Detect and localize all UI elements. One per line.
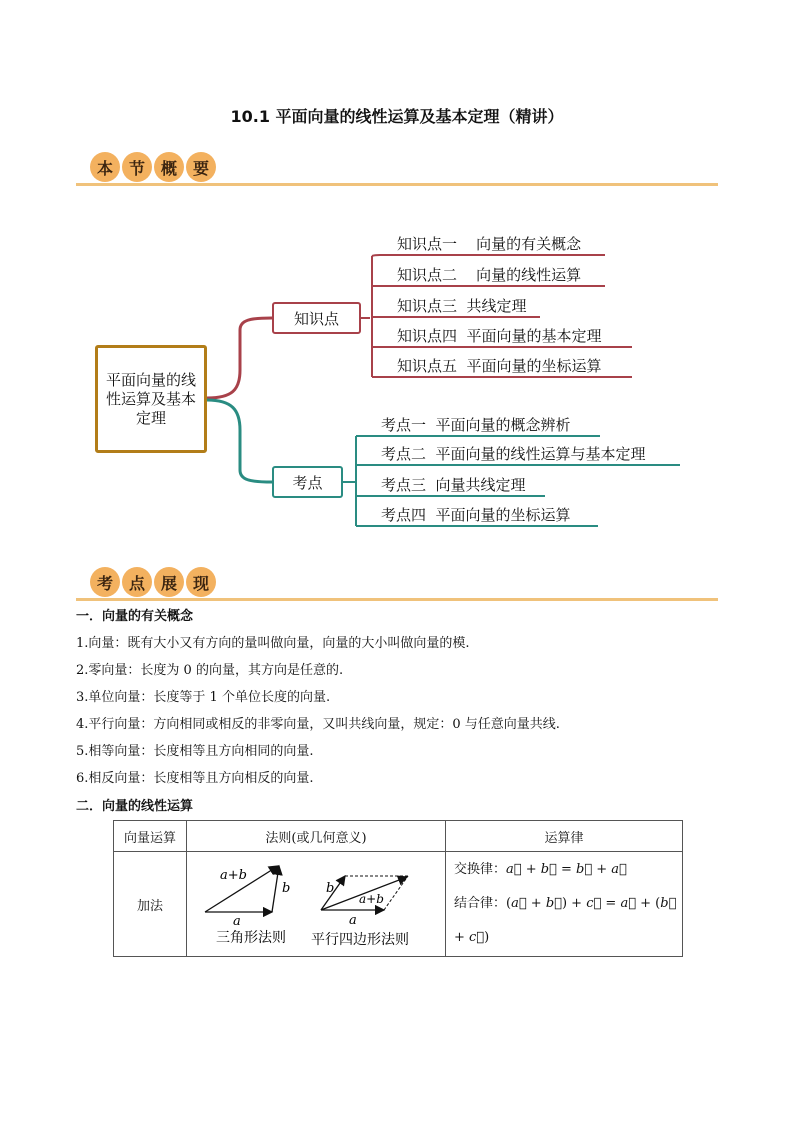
banner-char: 展 xyxy=(154,567,184,597)
body-line: 5.相等向量：长度相等且方向相同的向量. xyxy=(76,744,314,759)
banner-char: 考 xyxy=(90,567,120,597)
mindmap-leaf: 考点三 向量共线定理 xyxy=(381,476,526,494)
tri-label-a: a xyxy=(233,914,241,929)
mindmap-root xyxy=(95,345,207,453)
mindmap-leaf: 知识点五 平面向量的坐标运算 xyxy=(397,357,602,375)
body-line: 6.相反向量：长度相等且方向相反的向量. xyxy=(76,771,314,786)
banner-rule xyxy=(76,598,718,601)
vector-addition-figures xyxy=(187,852,445,956)
body-line: 1.向量：既有大小又有方向的量叫做向量，向量的大小叫做向量的模. xyxy=(76,636,470,651)
banner-char: 点 xyxy=(122,567,152,597)
law-label: 交换律： xyxy=(454,862,507,877)
mindmap-branch-exam xyxy=(272,466,343,498)
branch-label: 考点 xyxy=(292,473,323,492)
body-line: 2.零向量：长度为 0 的向量，其方向是任意的. xyxy=(76,663,344,678)
body-line: 3.单位向量：长度等于 1 个单位长度的向量. xyxy=(76,690,331,705)
banner-char: 要 xyxy=(186,152,216,182)
law-label: 结合律： xyxy=(454,896,507,911)
associative-law xyxy=(454,887,682,955)
section-heading: 一．向量的有关概念 xyxy=(76,609,194,624)
para-label-b: b xyxy=(326,881,335,896)
table-cell-rule xyxy=(187,852,446,957)
mindmap-leaf: 考点一 平面向量的概念辨析 xyxy=(381,416,571,434)
mindmap-leaf: 知识点三 共线定理 xyxy=(397,297,527,315)
tri-label-b: b xyxy=(282,881,291,896)
body-line: 4.平行向量：方向相同或相反的非零向量，又叫共线向量，规定：0 与任意向量共线. xyxy=(76,717,560,732)
section-banner-points xyxy=(76,567,718,601)
mindmap-leaf: 考点四 平面向量的坐标运算 xyxy=(381,506,571,524)
para-label-a: a xyxy=(349,913,357,928)
mindmap-root-label: 平面向量的线性运算及基本定理 xyxy=(105,370,196,427)
banner-char: 概 xyxy=(154,152,184,182)
mindmap-leaf: 知识点一 向量的有关概念 xyxy=(397,235,582,253)
vector-operations-table xyxy=(113,820,683,957)
branch-label: 知识点 xyxy=(293,309,339,328)
mindmap-leaf: 考点二 平面向量的线性运算与基本定理 xyxy=(381,445,646,463)
table-cell-op: 加法 xyxy=(114,852,187,957)
banner-char: 现 xyxy=(186,567,216,597)
banner-char: 本 xyxy=(90,152,120,182)
para-label-sum: a+b xyxy=(359,892,384,906)
law-formula: a⃗ + b⃗ = b⃗ + a⃗ xyxy=(506,862,627,877)
mindmap-leaf: 知识点四 平面向量的基本定理 xyxy=(397,327,602,345)
mindmap-leaf: 知识点二 向量的线性运算 xyxy=(397,266,582,284)
para-caption: 平行四边形法则 xyxy=(311,932,409,948)
banner-char: 节 xyxy=(122,152,152,182)
law-formula: (a⃗ + b⃗) + c⃗ = a⃗ + (b⃗ + c⃗) xyxy=(454,896,677,945)
section-heading: 二．向量的线性运算 xyxy=(76,799,194,814)
tri-caption: 三角形法则 xyxy=(216,930,286,946)
table-header: 法则(或几何意义) xyxy=(187,821,446,852)
commutative-law xyxy=(454,853,682,887)
page-title: 10.1 平面向量的线性运算及基本定理（精讲） xyxy=(230,107,564,126)
table-header: 向量运算 xyxy=(114,821,187,852)
mindmap-branch-knowledge xyxy=(272,302,361,334)
table-header: 运算律 xyxy=(446,821,683,852)
table-cell-laws xyxy=(446,852,683,957)
tri-label-sum: a+b xyxy=(220,868,247,883)
